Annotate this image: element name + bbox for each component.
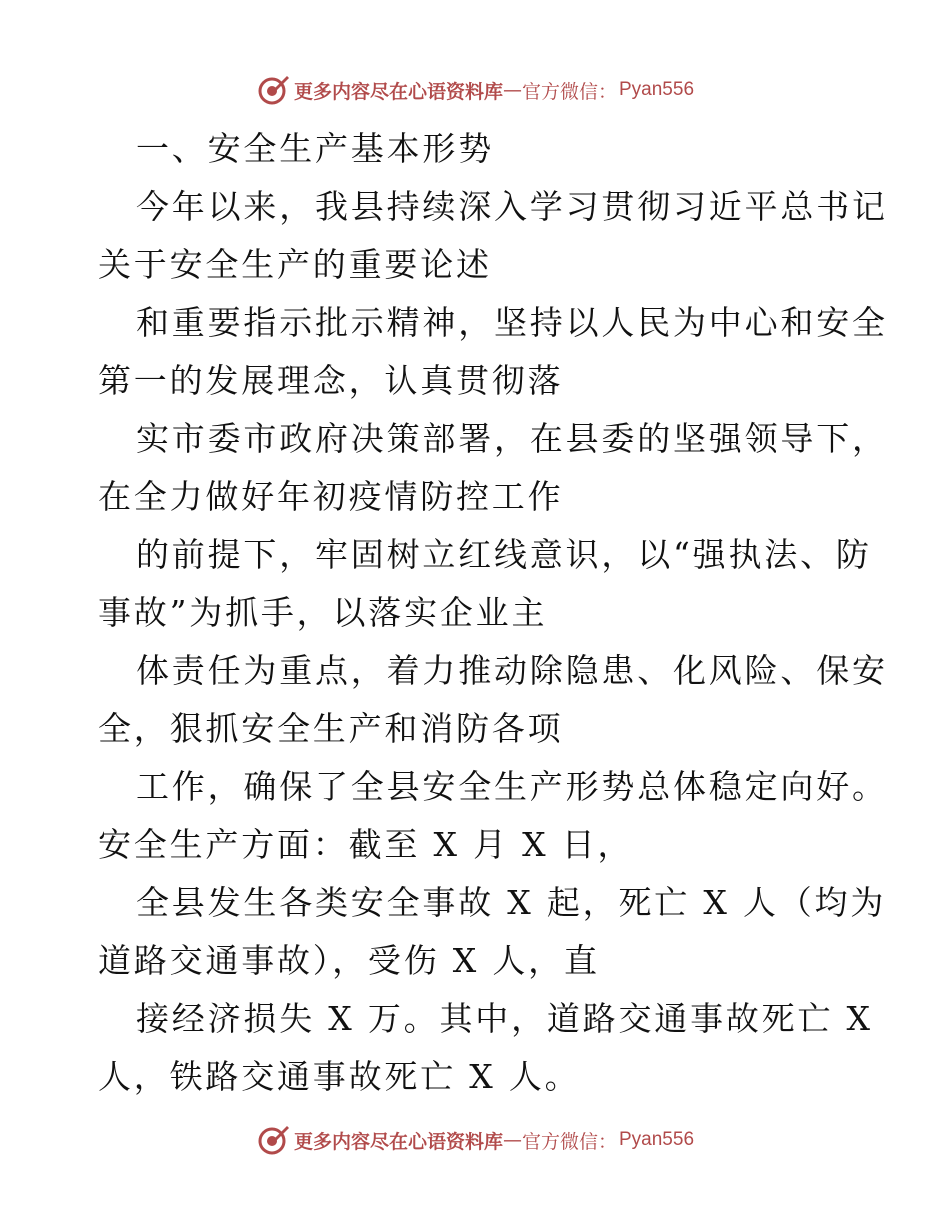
banner-main-text: 更多内容尽在心语资料库 — [293, 80, 503, 103]
banner-main-text: 更多内容尽在心语资料库 — [293, 1130, 503, 1153]
banner-handle: Pyan556 — [619, 79, 695, 100]
pen-logo-icon — [256, 73, 290, 107]
text-line: 工作，确保了全县安全生产形势总体稳定向好。 — [136, 767, 888, 806]
text-line: 安全生产方面：截至 X 月 X 日， — [98, 825, 634, 864]
banner-separator: — — [502, 79, 522, 101]
text-line: 关于安全生产的重要论述 — [98, 245, 492, 284]
text-line: 实市委市政府决策部署，在县委的坚强领导下， — [136, 419, 888, 458]
text-line: 接经济损失 X 万。其中，道路交通事故死亡 X — [136, 999, 873, 1038]
banner-wechat-label: 官方微信： — [521, 80, 617, 103]
document-body — [98, 120, 888, 1106]
text-line: 第一的发展理念，认真贯彻落 — [98, 361, 564, 400]
text-line: 在全力做好年初疫情防控工作 — [98, 477, 564, 516]
text-line: 道路交通事故），受伤 X 人，直 — [98, 941, 600, 980]
banner-wechat-label: 官方微信： — [521, 1130, 617, 1153]
text-line: 和重要指示批示精神，坚持以人民为中心和安全 — [136, 303, 888, 342]
text-line: 人，铁路交通事故死亡 X 人。 — [98, 1057, 581, 1096]
banner-handle: Pyan556 — [619, 1129, 695, 1150]
text-line: 全县发生各类安全事故 X 起，死亡 X 人（均为 — [136, 883, 887, 922]
section-heading: 一、安全生产基本形势 — [136, 129, 494, 168]
pen-logo-icon — [256, 1123, 290, 1157]
text-line: 今年以来，我县持续深入学习贯彻习近平总书记 — [136, 187, 888, 226]
text-line: 全，狠抓安全生产和消防各项 — [98, 709, 564, 748]
footer-banner — [0, 1122, 950, 1158]
text-line: 体责任为重点，着力推动除隐患、化风险、保安 — [136, 651, 888, 690]
text-line: 事故”为抓手，以落实企业主 — [98, 593, 548, 632]
header-banner — [0, 72, 950, 108]
text-line: 的前提下，牢固树立红线意识，以“强执法、防 — [136, 535, 872, 574]
banner-separator: — — [502, 1129, 522, 1151]
